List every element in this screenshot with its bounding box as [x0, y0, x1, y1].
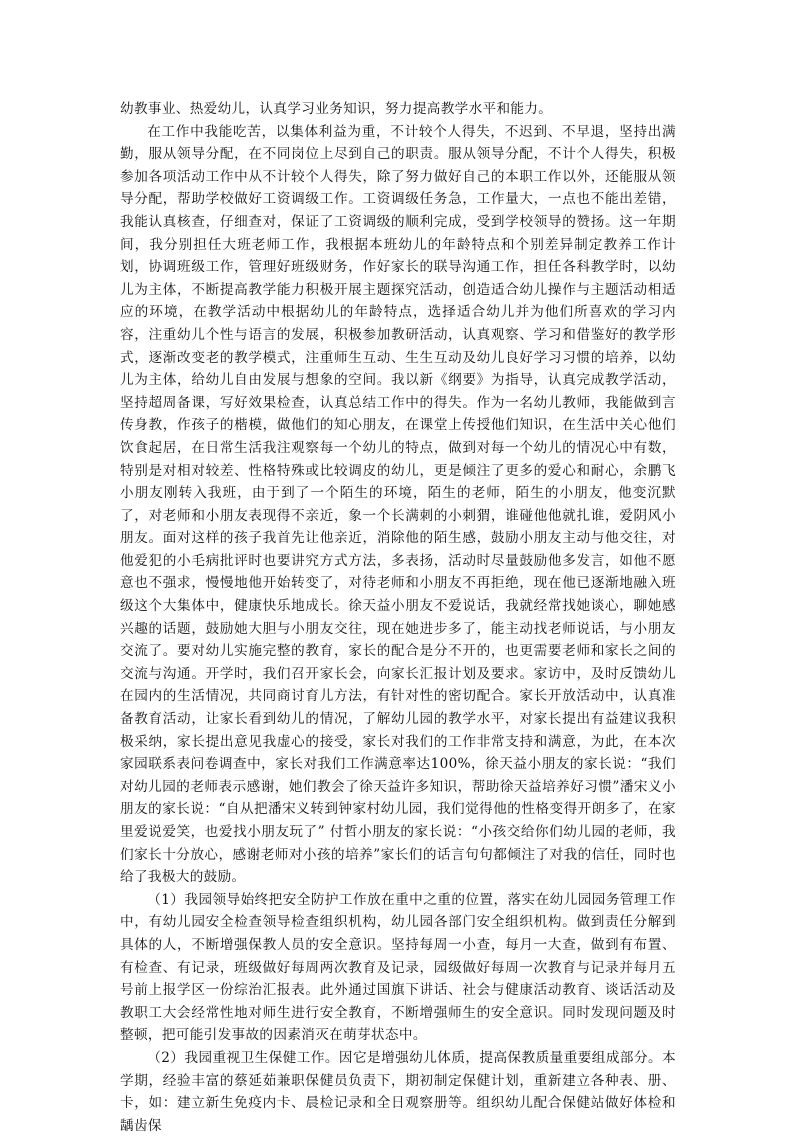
document-body	[120, 98, 676, 1137]
paragraph-1: 幼教事业、热爱幼儿，认真学习业务知识，努力提高教学水平和能力。	[120, 101, 553, 117]
paragraph-4: （2）我园重视卫生保健工作。因它是增强幼儿体质，提高保教质量重要组成部分。本学期，经验丰富的蔡延茹兼职保健员负责下，期初制定保健计划，重新建立各种表、册、卡，如：建立新生免疫内卡、晨检记录和全日观察册等。组织幼儿配合保健站做好体检和龋齿保	[120, 1049, 676, 1134]
paragraph-3: （1）我园领导始终把安全防护工作放在重中之重的位置，落实在幼儿园园务管理工作中，有幼儿园安全检查领导检查组织机构，幼儿园各部门安全组织机构。做到责任分解到具体的人，不断增强保教人员的安全意识。坚持每周一小查，每月一大查，做到有布置、有检查、有记录，班级做好每周两次教育及记录，园级做好每周一次教育与记录并每月五号前上报学区一份综治汇报表。此外通过国旗下讲话、社会与健康活动教育、谈话活动及教职工大会经常性地对师生进行安全教育，不断增强师生的安全意识。同时发现问题及时整顿，把可能引发事故的因素消灭在萌芽状态中。	[120, 891, 676, 1044]
paragraph-2: 在工作中我能吃苦，以集体利益为重，不计较个人得失，不迟到、不早退，坚持出满勤，服从领导分配，在不同岗位上尽到自己的职责。服从领导分配，不计个人得失，积极参加各项活动工作中从不计较个人得失，除了努力做好自己的本职工作以外，还能服从领导分配，帮助学校做好工资调级工作。工资调级任务急，工作量大，一点也不能出差错，我能认真核查，仔细查对，保证了工资调级的顺利完成，受到学校领导的赞扬。这一年期间，我分别担任大班老师工作，我根据本班幼儿的年龄特点和个别差异制定教养工作计划，协调班级工作，管理好班级财务，作好家长的联导沟通工作，担任各科教学时，以幼儿为主体，不断提高教学能力积极开展主题探究活动，创造适合幼儿操作与主题活动相适应的环境，在教学活动中根据幼儿的年龄特点，选择适合幼儿并为他们所喜欢的学习内容，注重幼儿个性与语言的发展，积极参加教研活动，认真观察、学习和借鉴好的教学形式，逐渐改变老的教学模式，注重师生互动、生生互动及幼儿良好学习习惯的培养，以幼儿为主体，给幼儿自由发展与想象的空间。我以新《纲要》为指导，认真完成教学活动，坚持超周备课，写好效果检查，认真总结工作中的得失。作为一名幼儿教师，我能做到言传身教，作孩子的楷模，做他们的知心朋友，在课堂上传授他们知识，在生活中关心他们饮食起居，在日常生活我注观察每一个幼儿的特点，做到对每一个幼儿的情况心中有数，特别是对相对较差、性格特殊或比较调皮的幼儿，更是倾注了更多的爱心和耐心，余鹏飞小朋友刚转入我班，由于到了一个陌生的环境，陌生的老师，陌生的小朋友，他变沉默了，对老师和小朋友表现得不亲近，象一个长满刺的小刺猬，谁碰他他就扎谁，爱阴风小朋友。面对这样的孩子我首先让他亲近，消除他的陌生感，鼓励小朋友主动与他交往，对他爱犯的小毛病批评时也要讲究方式方法，多表扬，活动时尽量鼓励他多发言，如他不愿意也不强求，慢慢地他开始转变了，对待老师和小朋友不再拒绝，现在他已逐渐地融入班级这个大集体中，健康快乐地成长。徐天益小朋友不爱说话，我就经常找她谈心，聊她感兴趣的话题，鼓励她大胆与小朋友交往，现在她进步多了，能主动找老师说话，与小朋友交流了。要对幼儿实施完整的教育，家长的配合是分不开的，也更需要老师和家长之间的交流与沟通。开学时，我们召开家长会，向家长汇报计划及要求。家访中，及时反馈幼儿在园内的生活情况，共同商讨育儿方法，有针对性的密切配合。家长开放活动中，认真准备教育活动，让家长看到幼儿的情况，了解幼儿园的教学水平，对家长提出有益建议我积极采纳，家长提出意见我虚心的接受，家长对我们的工作非常支持和满意，为此，在本次家园联系表问卷调查中，家长对我们工作满意率达100%，徐天益小朋友的家长说：“我们对幼儿园的老师表示感谢，她们教会了徐天益许多知识，帮助徐天益培养好习惯”潘宋义小朋友的家长说：“自从把潘宋义转到钟家村幼儿园，我们觉得他的性格变得开朗多了，在家里爱说爱笑，也爱找小朋友玩了” 付哲小朋友的家长说：“小孩交给你们幼儿园的老师，我们家长十分放心，感谢老师对小孩的培养”家长们的话言句句都倾注了对我的信任，同时也给了我极大的鼓励。	[120, 123, 676, 886]
